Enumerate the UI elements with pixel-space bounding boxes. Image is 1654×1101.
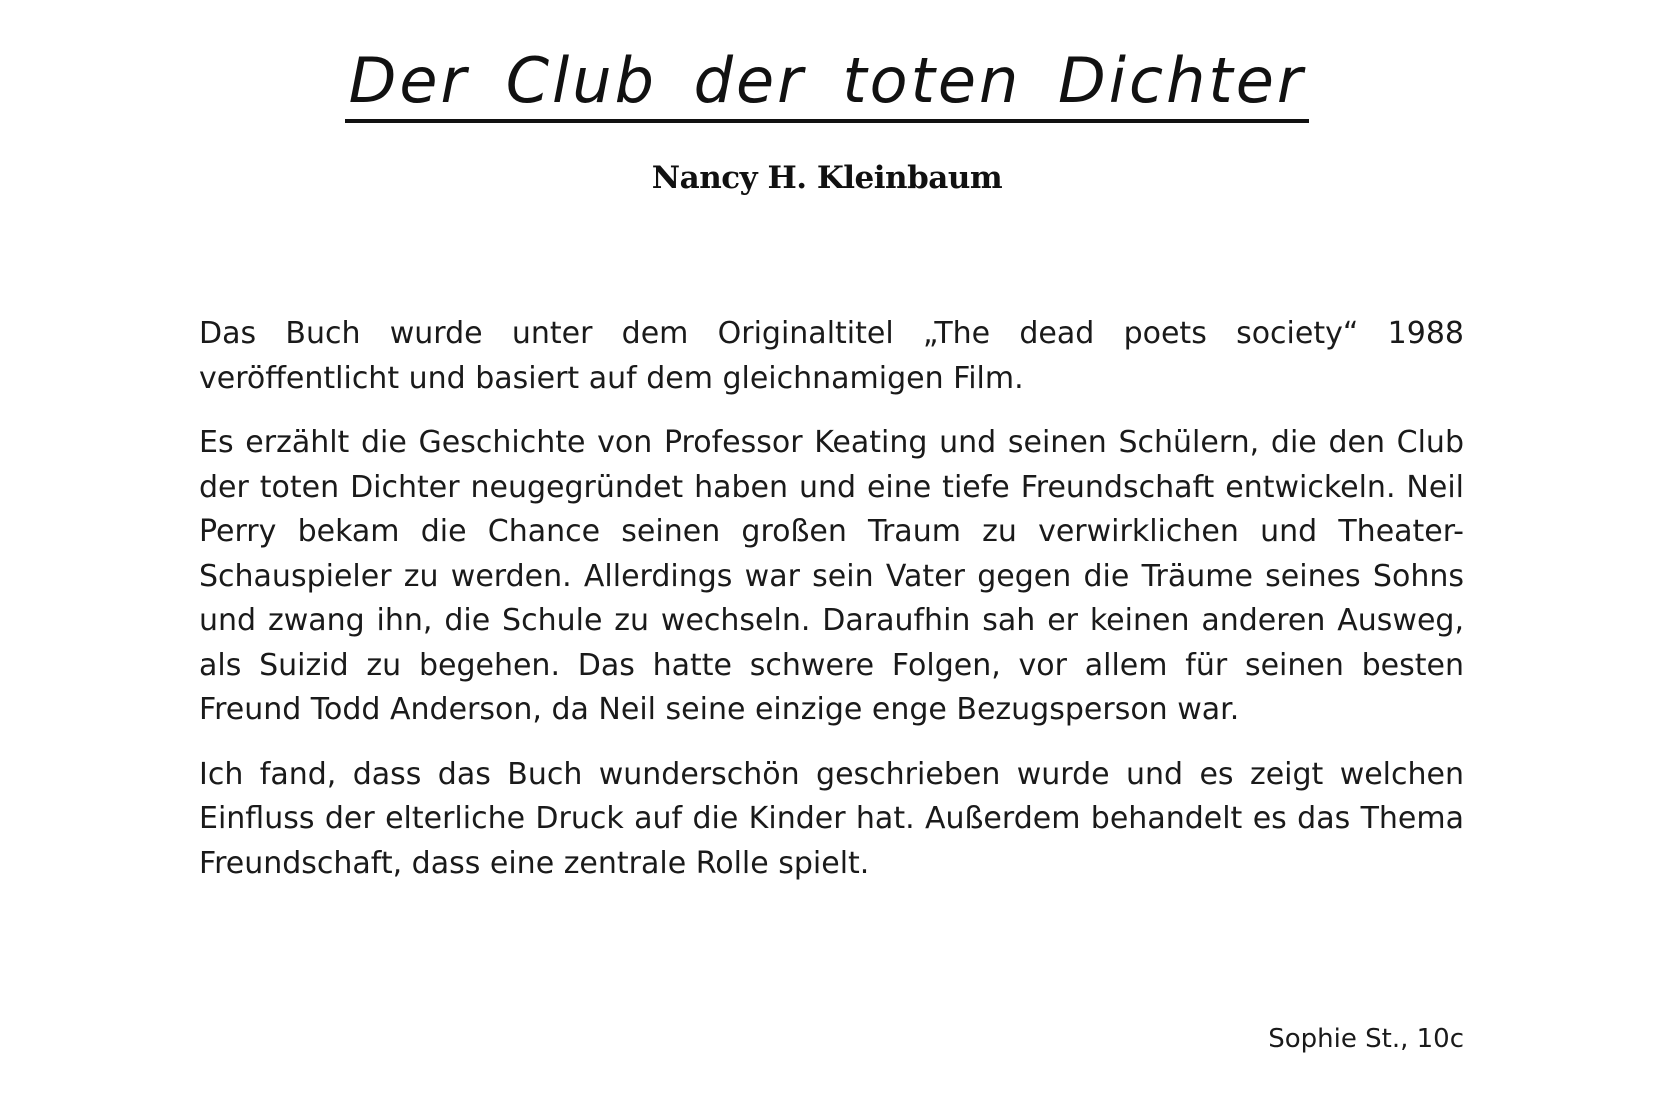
paragraph-intro: Das Buch wurde unter dem Originaltitel „The dead poets society“ 1988 veröffentlicht und basiert auf dem gleichnamigen Film. [199, 316, 1464, 396]
document-title: Der Club der toten Dichter [345, 45, 1310, 123]
title-container [0, 45, 1654, 123]
author-name: Nancy H. Kleinbaum [651, 160, 1003, 196]
review-body [199, 312, 1464, 906]
paragraph-opinion: Ich fand, dass das Buch wunderschön geschrieben wurde und es zeigt welchen Einfluss der elterliche Druck auf die Kinder hat. Außerdem behandelt es das Thema Freundschaft, dass eine zentrale Rolle spielt. [199, 756, 1464, 881]
paragraph-summary: Es erzählt die Geschichte von Professor Keating und seinen Schülern, die den Club der toten Dichter neugegründet haben und eine tiefe Freundschaft entwickeln. Neil Perry bekam die Chance seinen großen Traum zu verwirklichen und Theater-Schauspieler zu werden. Allerdings war sein Vater gegen die Träume seines Sohns und zwang ihn, die Schule zu wechseln. Daraufhin sah er keinen anderen Ausweg, als Suizid zu begehen. Das hatte schwere Folgen, vor allem für seinen besten Freund Todd Anderson, da Neil seine einzige enge Bezugsperson war. [199, 425, 1464, 727]
author-signature: Sophie St., 10c [1268, 1024, 1464, 1054]
